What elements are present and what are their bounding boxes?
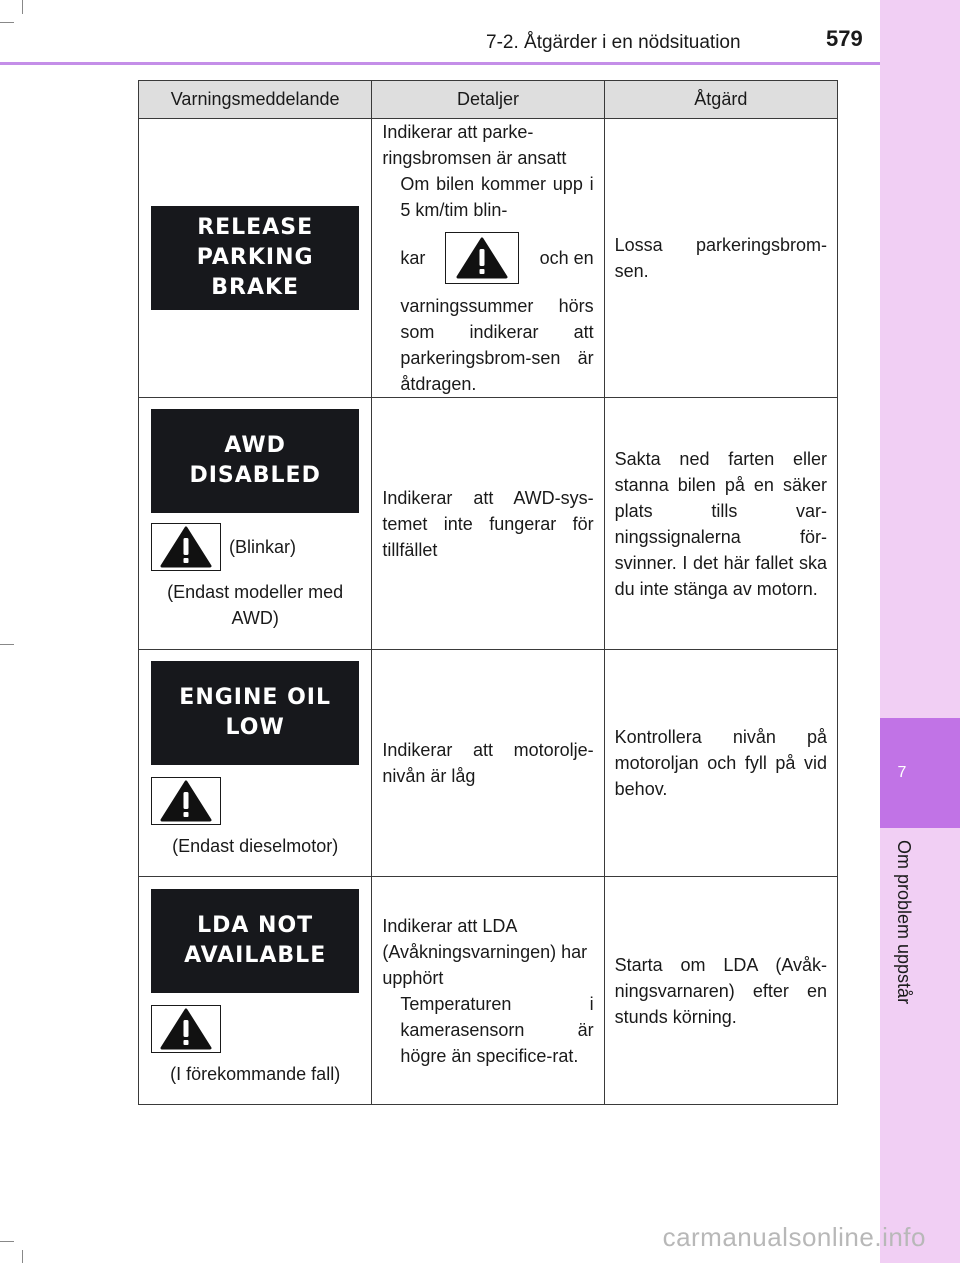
action-cell — [604, 119, 837, 398]
details-cell — [372, 119, 604, 398]
chapter-label: Om problem uppstår — [894, 840, 914, 1005]
blink-note: (Blinkar) — [229, 536, 297, 557]
action-cell — [604, 398, 837, 650]
display-message — [151, 889, 359, 993]
details-cell — [372, 877, 604, 1105]
display-message — [151, 661, 359, 765]
warning-icon-row — [151, 777, 371, 825]
action-cell — [604, 650, 837, 877]
table-row — [139, 650, 838, 877]
details-subtext: och en — [539, 248, 594, 268]
display-message-text: AWD DISABLED — [189, 432, 321, 488]
header-rule — [0, 62, 880, 65]
warning-triangle-icon — [151, 1005, 221, 1053]
crop-mark — [0, 1241, 14, 1242]
model-note: (Endast modeller med AWD) — [167, 581, 344, 628]
crop-mark — [0, 22, 14, 23]
warning-icon-row — [151, 1005, 371, 1053]
table-row — [139, 119, 838, 398]
column-header: Åtgärd — [604, 81, 837, 119]
crop-mark — [0, 644, 14, 645]
crop-mark — [22, 1250, 23, 1263]
crop-mark — [22, 0, 23, 14]
column-header: Detaljer — [372, 81, 604, 119]
details-subtext: kar — [400, 248, 426, 268]
chapter-number: 7 — [897, 764, 907, 781]
warning-triangle-icon — [151, 523, 221, 571]
display-message-text: LDA NOT AVAILABLE — [184, 912, 327, 968]
model-note: (Endast dieselmotor) — [172, 836, 339, 856]
model-note: (I förekommande fall) — [170, 1063, 341, 1084]
details-cell — [372, 650, 604, 877]
details-subtext: Temperaturen i kamerasensorn är högre än specifice-rat. — [400, 993, 594, 1066]
table-row — [139, 398, 838, 650]
warning-triangle-icon — [445, 232, 519, 284]
column-header: Varningsmeddelande — [139, 81, 372, 119]
details-cell — [372, 398, 604, 650]
warning-message-cell — [139, 877, 372, 1105]
warning-message-cell — [139, 398, 372, 650]
table-header-row — [139, 81, 838, 119]
page-section-title: 7-2. Åtgärder i en nödsituation — [486, 32, 741, 53]
warning-triangle-icon — [151, 777, 221, 825]
details-text: Indikerar att motorolje-nivån är låg — [382, 740, 594, 786]
table-row — [139, 877, 838, 1105]
display-message — [151, 409, 359, 513]
action-cell — [604, 877, 837, 1105]
warning-icon-row — [151, 523, 371, 571]
action-text: Sakta ned farten eller stanna bilen på en säker plats tills var-ningssignalerna för-svinner. I det här fallet ska du inte stänga av motorn. — [614, 448, 827, 599]
watermark: carmanualsonline.info — [662, 1222, 926, 1252]
details-text: Indikerar att parke-ringsbromsen är ansatt — [382, 122, 567, 168]
warning-message-cell — [139, 650, 372, 877]
action-text: Lossa parkeringsbrom-sen. — [614, 235, 827, 281]
page-number: 579 — [826, 26, 863, 51]
details-subtext: varningssummer hörs som indikerar att parkeringsbrom-sen är åtdragen. — [400, 296, 594, 394]
details-subtext: Om bilen kommer upp i 5 km/tim blin- — [400, 174, 594, 220]
action-text: Kontrollera nivån på motoroljan och fyll på vid behov. — [614, 727, 827, 799]
display-message-text: RELEASE PARKING BRAKE — [196, 215, 314, 300]
warning-message-table — [138, 80, 838, 1105]
details-text: Indikerar att LDA (Avåkningsvarningen) har upphört — [382, 915, 588, 988]
action-text: Starta om LDA (Avåk-ningsvarnaren) efter en stunds körning. — [614, 954, 827, 1027]
details-text: Indikerar att AWD-sys-temet inte fungerar för tillfället — [382, 487, 594, 560]
display-message — [151, 206, 359, 310]
display-message-text: ENGINE OIL LOW — [179, 685, 331, 740]
warning-message-cell — [139, 119, 372, 398]
details-inline-icon-row — [382, 223, 593, 293]
chapter-tab-background — [880, 0, 960, 1263]
